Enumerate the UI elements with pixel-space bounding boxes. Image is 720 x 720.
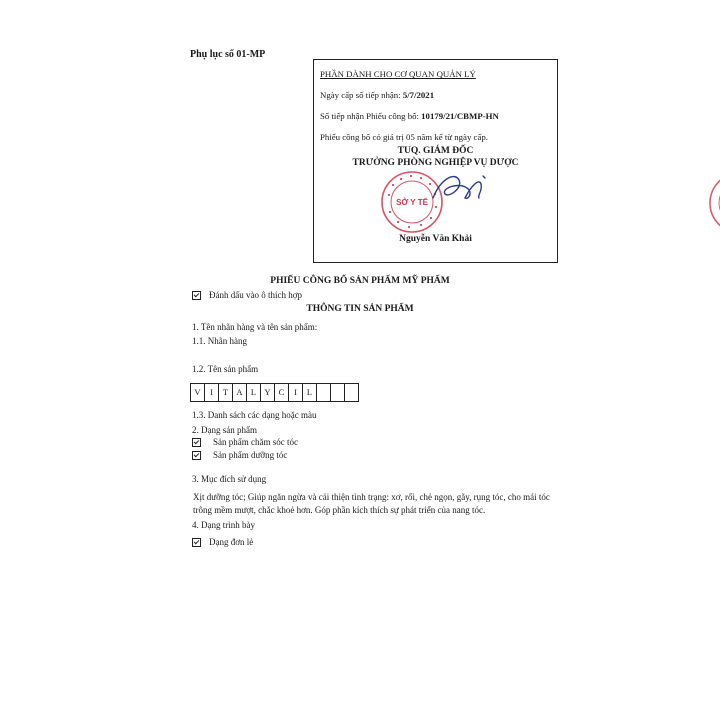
signature [419, 168, 499, 208]
receipt-number-label: Số tiếp nhận Phiếu công bố: [320, 111, 422, 121]
signer-name: Nguyễn Văn Khải [399, 234, 472, 244]
product-type-item [192, 437, 298, 447]
product-name-cell: L [303, 383, 317, 402]
product-type-label: Sản phẩm chăm sóc tóc [213, 437, 298, 447]
product-name-cell: T [219, 383, 233, 402]
product-name-cell: L [247, 383, 261, 402]
validity-note: Phiếu công bố có giá trị 05 năm kể từ ngày cấp. [320, 132, 488, 142]
presentation-label: Dạng đơn lẻ [209, 537, 254, 547]
product-name-cell: I [205, 383, 219, 402]
product-name-cell: A [233, 383, 247, 402]
section-1-3-heading: 1.3. Danh sách các dạng hoặc màu [192, 410, 317, 420]
product-name-cell: Y [261, 383, 275, 402]
receipt-number-value: 10179/21/CBMP-HN [421, 111, 499, 121]
product-name-cell: I [289, 383, 303, 402]
partial-stamp [706, 168, 720, 238]
check-note-text: Đánh dấu vào ô thích hợp [209, 290, 302, 300]
purpose-text: Xịt dưỡng tóc; Giúp ngăn ngừa và cải thiện tình trạng: xơ, rối, chẻ ngọn, gãy, rụng tóc, cho mái tóc trông mềm mượt, chắc khoẻ hơn. Góp phần kích thích sự phát triển của nang tóc. [193, 492, 550, 515]
product-name-cell [317, 383, 331, 402]
product-name-cell [331, 383, 345, 402]
product-name-cell: C [275, 383, 289, 402]
section-2-heading: 2. Dạng sản phẩm [192, 425, 257, 435]
form-title: PHIẾU CÔNG BỐ SẢN PHẨM MỸ PHẨM [270, 276, 450, 286]
signer-department: TRƯỞNG PHÒNG NGHIỆP VỤ DƯỢC [352, 158, 519, 168]
checkbox-icon [192, 451, 201, 460]
authority-box [313, 59, 558, 263]
checkbox-icon [192, 438, 201, 447]
product-type-item [192, 450, 287, 460]
section-1-heading: 1. Tên nhãn hàng và tên sản phẩm: [192, 322, 318, 332]
presentation-item [192, 537, 253, 547]
receipt-date-label: Ngày cấp số tiếp nhận: [320, 90, 403, 100]
product-info-title: THÔNG TIN SẢN PHẨM [306, 304, 414, 314]
section-4-heading: 4. Dạng trình bày [192, 520, 255, 530]
checkbox-icon [192, 291, 201, 300]
receipt-date-line [320, 90, 434, 100]
product-name-cell: V [191, 383, 205, 402]
section-1-2-heading: 1.2. Tên sản phẩm [192, 364, 259, 374]
section-3-heading: 3. Mục đích sử dụng [192, 474, 267, 484]
product-name-cell [345, 383, 359, 402]
authority-box-title: PHẦN DÀNH CHO CƠ QUAN QUẢN LÝ [320, 69, 476, 79]
receipt-date-value: 5/7/2021 [402, 90, 435, 100]
svg-text:SỞ Y TẾ: SỞ Y TẾ [396, 198, 428, 207]
receipt-number-line [320, 111, 499, 121]
product-name-grid [190, 383, 359, 402]
appendix-label: Phụ lục số 01-MP [190, 49, 266, 60]
check-note [192, 290, 302, 300]
checkbox-icon [192, 538, 201, 547]
product-type-label: Sản phẩm dưỡng tóc [213, 450, 288, 460]
section-1-1-heading: 1.1. Nhãn hàng [192, 336, 247, 346]
signer-title: TUQ. GIÁM ĐỐC [397, 146, 474, 156]
